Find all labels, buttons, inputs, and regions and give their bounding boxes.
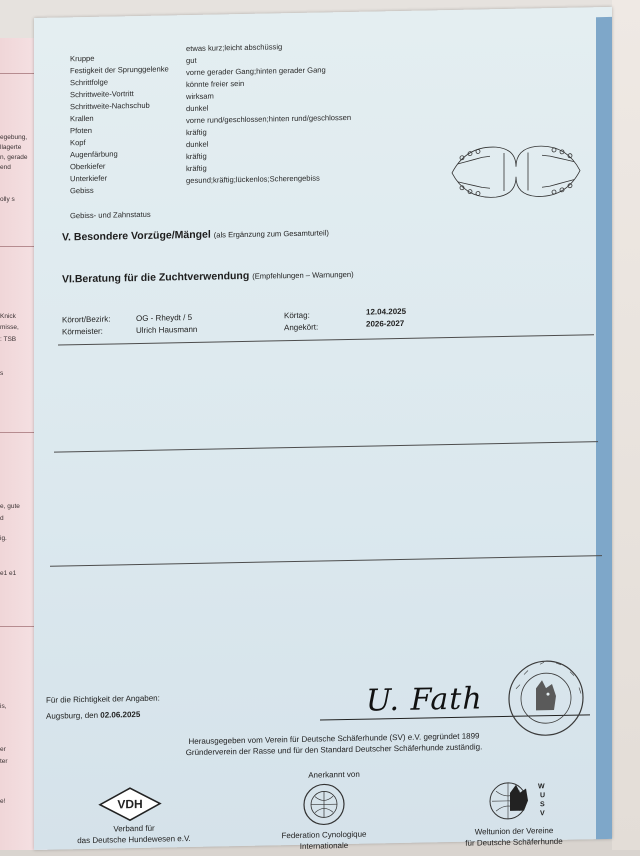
form-rule (58, 334, 594, 345)
sv-seal-stamp (506, 657, 586, 739)
wusv-line-1: Weltunion der Vereine (474, 826, 554, 837)
attr-value: gesund;kräftig;lückenlos;Scherengebiss (186, 173, 320, 186)
vdh-line-2: das Deutsche Hundewesen e.V. (77, 833, 191, 846)
attr-label: Unterkiefer (70, 173, 108, 184)
svg-text:S: S (540, 801, 545, 809)
fci-logo (302, 782, 346, 827)
pink-sheet-text: Knick (0, 313, 16, 320)
attr-value: etwas kurz;leicht abschüssig (186, 42, 283, 54)
dental-chart-diagram (446, 135, 586, 208)
vdh-logo (98, 786, 162, 823)
pink-sheet-text: er (0, 746, 6, 753)
pink-sheet-text: olly s (0, 196, 15, 203)
attr-label: Kruppe (70, 53, 95, 64)
koerort-label: Körort/Bezirk: (62, 314, 111, 325)
section-vi-heading (62, 268, 354, 286)
place-date (46, 710, 140, 721)
attr-label: Schrittweite-Nachschub (70, 100, 150, 112)
pink-sheet-text: d (0, 515, 4, 522)
attr-label: Gebiss (70, 185, 94, 196)
pink-sheet-text: : TSB (0, 336, 17, 343)
gebiss-status-label: Gebiss- und Zahnstatus (70, 209, 151, 221)
pink-sheet-text: n, gerade (0, 154, 28, 161)
attr-label: Krallen (70, 113, 94, 124)
pink-sheet-text: e, gute (0, 503, 20, 510)
attr-value: wirksam (186, 91, 214, 102)
vdh-line-1: Verband für (113, 823, 155, 834)
pink-sheet-text: e! (0, 798, 6, 805)
attr-value: kräftig (186, 127, 207, 138)
signature-text: U. Fath (366, 681, 483, 719)
pink-sheet-text: egebung, (0, 134, 28, 141)
wusv-line-2: für Deutsche Schäferhunde (465, 836, 563, 848)
attr-value: dunkel (186, 103, 209, 114)
svg-text:U: U (540, 792, 546, 800)
attr-label: Schrittweite-Vortritt (70, 89, 134, 100)
attr-value: vorne gerader Gang;hinten gerader Gang (186, 65, 326, 78)
koertag-label: Körtag: (284, 310, 310, 321)
attr-label: Kopf (70, 138, 86, 148)
pink-sheet-text: llagerte (0, 144, 22, 151)
richtigkeit-text: Für die Richtigkeit der Angaben: (46, 693, 160, 705)
wusv-logo (484, 776, 554, 823)
koermeister-value: Ulrich Hausmann (136, 324, 198, 336)
attr-value: gut (186, 55, 197, 66)
attr-value: vorne rund/geschlossen;hinten rund/geschlossen (186, 112, 352, 126)
attr-label: Augenfärbung (70, 149, 118, 160)
signature (366, 681, 483, 718)
attr-label: Pfoten (70, 125, 92, 136)
blue-side-stripe (596, 17, 612, 839)
fci-line-2: Internationale (299, 840, 349, 851)
attr-label: Schrittfolge (70, 77, 108, 88)
attr-label: Oberkiefer (70, 161, 106, 172)
attr-value: kräftig (186, 163, 207, 174)
pink-sheet-text: is, (0, 703, 7, 710)
section-vi-note: (Empfehlungen – Warnungen) (252, 269, 354, 281)
koermeister-label: Körmeister: (62, 326, 103, 337)
attr-value: könnte freier sein (186, 78, 245, 90)
anerkannt-von: Anerkannt von (308, 769, 360, 780)
section-v-note: (als Ergänzung zum Gesamturteil) (213, 228, 329, 240)
pink-sheet-text: misse, (0, 324, 19, 331)
section-v-title: V. Besondere Vorzüge/Mängel (62, 228, 211, 244)
attr-value: dunkel (186, 139, 209, 150)
pink-sheet-text: s (0, 370, 4, 377)
publisher-line-2: Gründerverein der Rasse und für den Standard Deutscher Schäferhunde zuständig. (185, 742, 483, 758)
koerort-value: OG - Rheydt / 5 (136, 312, 193, 324)
section-vi-title: VI.Beratung für die Zuchtverwendung (62, 269, 250, 286)
svg-text:V: V (540, 810, 545, 818)
fci-line-1: Federation Cynologique (281, 829, 367, 841)
pink-sheet-text: ig. (0, 535, 7, 542)
pink-sheet-text: e1 e1 (0, 570, 17, 577)
form-rule (50, 555, 602, 567)
attr-label: Festigkeit der Sprunggelenke (70, 64, 169, 76)
angekoert-label: Angekört: (284, 322, 319, 333)
publisher-line-1: Herausgegeben vom Verein für Deutsche Schäferhunde (SV) e.V. gegründet 1899 (188, 731, 480, 747)
svg-text:W: W (538, 783, 545, 791)
angekoert-value: 2026-2027 (366, 318, 405, 329)
pink-sheet-text: end (0, 164, 11, 171)
section-v-heading (62, 226, 329, 243)
place-date-prefix: Augsburg, den (46, 710, 99, 721)
form-rule (54, 441, 598, 452)
place-date-value: 02.06.2025 (100, 709, 141, 720)
pink-sheet-text: ter (0, 758, 8, 765)
attr-value: kräftig (186, 151, 207, 162)
vdh-logo-text: VDH (117, 796, 143, 812)
background-right-edge (612, 0, 640, 850)
koertag-value: 12.04.2025 (366, 306, 407, 317)
evaluation-form-sheet (34, 7, 612, 850)
